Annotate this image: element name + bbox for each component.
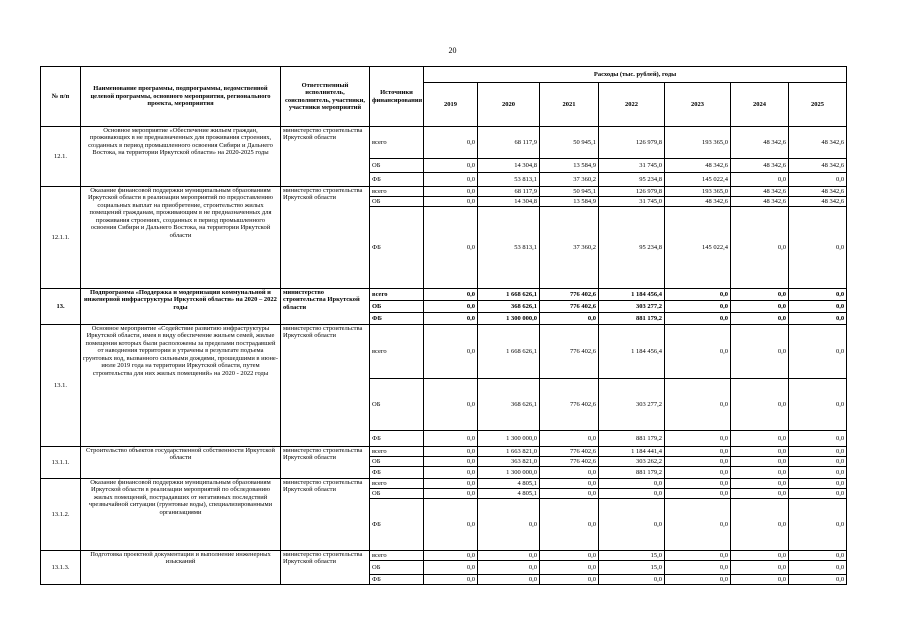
amount-2021: 0,0 xyxy=(540,575,599,585)
amount-2019: 0,0 xyxy=(424,447,478,457)
amount-2021: 776 402,6 xyxy=(540,289,599,301)
amount-2019: 0,0 xyxy=(424,457,478,467)
amount-2022: 881 179,2 xyxy=(599,467,665,479)
amount-2020: 53 813,1 xyxy=(478,173,540,187)
amount-2024: 48 342,6 xyxy=(731,187,789,197)
amount-2022: 31 745,0 xyxy=(599,197,665,207)
amount-2020: 68 117,9 xyxy=(478,127,540,159)
funding-source: всего xyxy=(370,187,424,197)
row-number: 13.1.1. xyxy=(41,447,81,479)
amount-2019: 0,0 xyxy=(424,561,478,575)
amount-2025: 0,0 xyxy=(789,447,847,457)
amount-2024: 48 342,6 xyxy=(731,197,789,207)
amount-2025: 0,0 xyxy=(789,379,847,431)
header-year-2024: 2024 xyxy=(731,83,789,127)
amount-2020: 368 626,1 xyxy=(478,301,540,313)
amount-2023: 48 342,6 xyxy=(665,159,731,173)
amount-2020: 0,0 xyxy=(478,561,540,575)
amount-2025: 0,0 xyxy=(789,207,847,289)
amount-2021: 0,0 xyxy=(540,431,599,447)
amount-2021: 776 402,6 xyxy=(540,325,599,379)
amount-2025: 0,0 xyxy=(789,479,847,489)
amount-2020: 0,0 xyxy=(478,499,540,551)
amount-2021: 37 360,2 xyxy=(540,173,599,187)
amount-2022: 15,0 xyxy=(599,561,665,575)
amount-2023: 0,0 xyxy=(665,313,731,325)
amount-2023: 0,0 xyxy=(665,479,731,489)
amount-2022: 1 184 441,4 xyxy=(599,447,665,457)
amount-2024: 0,0 xyxy=(731,207,789,289)
funding-source: ОБ xyxy=(370,457,424,467)
amount-2019: 0,0 xyxy=(424,575,478,585)
amount-2025: 0,0 xyxy=(789,301,847,313)
header-sources: Источники финансирования xyxy=(370,67,424,127)
amount-2020: 0,0 xyxy=(478,575,540,585)
header-responsible: Ответственный исполнитель, соисполнитель, участники, участники мероприятий xyxy=(281,67,370,127)
funding-source: ОБ xyxy=(370,197,424,207)
amount-2025: 48 342,6 xyxy=(789,187,847,197)
amount-2022: 126 979,8 xyxy=(599,127,665,159)
amount-2020: 4 805,1 xyxy=(478,489,540,499)
amount-2022: 95 234,8 xyxy=(599,207,665,289)
amount-2025: 0,0 xyxy=(789,575,847,585)
funding-source: ФБ xyxy=(370,313,424,325)
header-no: № п/п xyxy=(41,67,81,127)
responsible-executor: министерство строительства Иркутской области xyxy=(281,187,370,289)
amount-2023: 193 365,0 xyxy=(665,187,731,197)
funding-source: ФБ xyxy=(370,575,424,585)
amount-2022: 1 184 456,4 xyxy=(599,289,665,301)
amount-2021: 13 584,9 xyxy=(540,197,599,207)
amount-2019: 0,0 xyxy=(424,551,478,561)
amount-2019: 0,0 xyxy=(424,489,478,499)
amount-2022: 303 262,2 xyxy=(599,457,665,467)
table-row xyxy=(41,479,847,489)
amount-2024: 48 342,6 xyxy=(731,127,789,159)
amount-2020: 68 117,9 xyxy=(478,187,540,197)
amount-2025: 0,0 xyxy=(789,467,847,479)
amount-2023: 0,0 xyxy=(665,431,731,447)
funding-source: ФБ xyxy=(370,207,424,289)
header-year-2025: 2025 xyxy=(789,83,847,127)
amount-2025: 0,0 xyxy=(789,561,847,575)
amount-2025: 0,0 xyxy=(789,173,847,187)
amount-2022: 303 277,2 xyxy=(599,301,665,313)
table-row xyxy=(41,127,847,159)
amount-2025: 48 342,6 xyxy=(789,197,847,207)
amount-2023: 0,0 xyxy=(665,457,731,467)
amount-2024: 48 342,6 xyxy=(731,159,789,173)
amount-2024: 0,0 xyxy=(731,301,789,313)
amount-2020: 1 300 000,0 xyxy=(478,313,540,325)
row-number: 13.1. xyxy=(41,325,81,447)
amount-2019: 0,0 xyxy=(424,499,478,551)
funding-source: всего xyxy=(370,325,424,379)
amount-2021: 0,0 xyxy=(540,467,599,479)
amount-2023: 48 342,6 xyxy=(665,197,731,207)
page-number: 20 xyxy=(448,46,457,55)
amount-2025: 0,0 xyxy=(789,499,847,551)
responsible-executor: министерство строительства Иркутской области xyxy=(281,479,370,551)
amount-2024: 0,0 xyxy=(731,551,789,561)
amount-2023: 0,0 xyxy=(665,379,731,431)
activity-name: Подготовка проектной документации и выполнение инженерных изысканий xyxy=(81,551,281,585)
activity-name: Оказание финансовой поддержки муниципальным образованиям Иркутской области в реализации мероприятий по обследованию жилых помещений, пострадавших от негативных последствий чрезвычайной ситуации (грунтовые воды), специализированными организациями xyxy=(81,479,281,551)
amount-2020: 14 304,8 xyxy=(478,197,540,207)
amount-2021: 0,0 xyxy=(540,551,599,561)
funding-source: всего xyxy=(370,289,424,301)
amount-2020: 1 300 000,0 xyxy=(478,467,540,479)
amount-2021: 37 360,2 xyxy=(540,207,599,289)
responsible-executor: министерство строительства Иркутской области xyxy=(281,447,370,479)
amount-2020: 363 821,0 xyxy=(478,457,540,467)
amount-2021: 50 945,1 xyxy=(540,127,599,159)
funding-source: ФБ xyxy=(370,467,424,479)
row-number: 13. xyxy=(41,289,81,325)
amount-2020: 4 805,1 xyxy=(478,479,540,489)
amount-2023: 0,0 xyxy=(665,551,731,561)
amount-2019: 0,0 xyxy=(424,289,478,301)
amount-2021: 0,0 xyxy=(540,313,599,325)
amount-2024: 0,0 xyxy=(731,173,789,187)
table-row xyxy=(41,289,847,301)
amount-2020: 1 663 821,0 xyxy=(478,447,540,457)
amount-2023: 145 022,4 xyxy=(665,207,731,289)
amount-2019: 0,0 xyxy=(424,479,478,489)
amount-2019: 0,0 xyxy=(424,313,478,325)
amount-2021: 50 945,1 xyxy=(540,187,599,197)
funding-source: ОБ xyxy=(370,379,424,431)
amount-2024: 0,0 xyxy=(731,467,789,479)
funding-source: ФБ xyxy=(370,173,424,187)
amount-2022: 15,0 xyxy=(599,551,665,561)
amount-2023: 145 022,4 xyxy=(665,173,731,187)
activity-name: Подпрограмма «Поддержка и модернизация коммунальной и инженерной инфраструктуры Иркутской области» на 2020 – 2022 годы xyxy=(81,289,281,325)
activity-name: Основное мероприятие «Обеспечение жильем граждан, проживающих в не предназначенных для проживания строениях, созданных в период промышленного освоения Сибири и Дальнего Востока, на территории Иркутской области» на 2020-2025 годы xyxy=(81,127,281,187)
row-number: 13.1.3. xyxy=(41,551,81,585)
amount-2019: 0,0 xyxy=(424,431,478,447)
amount-2025: 0,0 xyxy=(789,457,847,467)
responsible-executor: министерство строительства Иркутской области xyxy=(281,127,370,187)
responsible-executor: министерство строительства Иркутской области xyxy=(281,325,370,447)
financing-table xyxy=(40,66,847,585)
responsible-executor: министерство строительства Иркутской области xyxy=(281,551,370,585)
amount-2023: 0,0 xyxy=(665,467,731,479)
amount-2024: 0,0 xyxy=(731,313,789,325)
amount-2022: 0,0 xyxy=(599,479,665,489)
amount-2019: 0,0 xyxy=(424,197,478,207)
activity-name: Оказание финансовой поддержки муниципальным образованиям Иркутской области в реализации мероприятий по предоставлению социальных выплат на приобретение, строительство жилых помещений гражданам, проживающим в не предназначенных для проживания строениях, созданных в период промышленного освоения Сибири и Дальнего Востока, на территории Иркутской области xyxy=(81,187,281,289)
amount-2024: 0,0 xyxy=(731,447,789,457)
responsible-executor: министерство строительства Иркутской области xyxy=(281,289,370,325)
amount-2019: 0,0 xyxy=(424,301,478,313)
header-expenses: Расходы (тыс. рублей), годы xyxy=(424,67,847,83)
amount-2024: 0,0 xyxy=(731,479,789,489)
row-number: 12.1. xyxy=(41,127,81,187)
funding-source: всего xyxy=(370,551,424,561)
header-name: Наименование программы, подпрограммы, ведомственной целевой программы, основного мероприятия, регионального проекта, мероприятия xyxy=(81,67,281,127)
amount-2024: 0,0 xyxy=(731,379,789,431)
amount-2024: 0,0 xyxy=(731,431,789,447)
table-row xyxy=(41,325,847,379)
amount-2022: 0,0 xyxy=(599,489,665,499)
activity-name: Строительство объектов государственной собственности Иркутской области xyxy=(81,447,281,479)
table-row xyxy=(41,447,847,457)
amount-2020: 1 300 000,0 xyxy=(478,431,540,447)
amount-2023: 0,0 xyxy=(665,489,731,499)
funding-source: ОБ xyxy=(370,561,424,575)
amount-2019: 0,0 xyxy=(424,159,478,173)
amount-2024: 0,0 xyxy=(731,289,789,301)
funding-source: ОБ xyxy=(370,301,424,313)
amount-2021: 13 584,9 xyxy=(540,159,599,173)
amount-2019: 0,0 xyxy=(424,379,478,431)
amount-2024: 0,0 xyxy=(731,561,789,575)
amount-2019: 0,0 xyxy=(424,325,478,379)
amount-2019: 0,0 xyxy=(424,207,478,289)
amount-2021: 0,0 xyxy=(540,489,599,499)
amount-2023: 0,0 xyxy=(665,447,731,457)
amount-2021: 776 402,6 xyxy=(540,457,599,467)
amount-2021: 0,0 xyxy=(540,499,599,551)
header-year-2023: 2023 xyxy=(665,83,731,127)
amount-2025: 48 342,6 xyxy=(789,127,847,159)
amount-2023: 0,0 xyxy=(665,561,731,575)
amount-2025: 0,0 xyxy=(789,431,847,447)
amount-2025: 0,0 xyxy=(789,325,847,379)
table-row xyxy=(41,551,847,561)
amount-2022: 1 184 456,4 xyxy=(599,325,665,379)
funding-source: ФБ xyxy=(370,499,424,551)
row-number: 13.1.2. xyxy=(41,479,81,551)
amount-2020: 0,0 xyxy=(478,551,540,561)
amount-2022: 881 179,2 xyxy=(599,313,665,325)
amount-2025: 48 342,6 xyxy=(789,159,847,173)
amount-2020: 1 668 626,1 xyxy=(478,325,540,379)
amount-2025: 0,0 xyxy=(789,489,847,499)
amount-2020: 368 626,1 xyxy=(478,379,540,431)
amount-2022: 0,0 xyxy=(599,499,665,551)
table-row xyxy=(41,187,847,197)
amount-2025: 0,0 xyxy=(789,313,847,325)
header-year-2019: 2019 xyxy=(424,83,478,127)
amount-2023: 0,0 xyxy=(665,301,731,313)
amount-2021: 0,0 xyxy=(540,561,599,575)
amount-2024: 0,0 xyxy=(731,457,789,467)
amount-2019: 0,0 xyxy=(424,173,478,187)
amount-2025: 0,0 xyxy=(789,289,847,301)
header-year-2020: 2020 xyxy=(478,83,540,127)
amount-2019: 0,0 xyxy=(424,187,478,197)
amount-2020: 1 668 626,1 xyxy=(478,289,540,301)
funding-source: ОБ xyxy=(370,159,424,173)
amount-2022: 126 979,8 xyxy=(599,187,665,197)
header-year-2022: 2022 xyxy=(599,83,665,127)
funding-source: всего xyxy=(370,127,424,159)
amount-2023: 193 365,0 xyxy=(665,127,731,159)
amount-2021: 776 402,6 xyxy=(540,379,599,431)
amount-2023: 0,0 xyxy=(665,325,731,379)
amount-2022: 95 234,8 xyxy=(599,173,665,187)
amount-2021: 776 402,6 xyxy=(540,447,599,457)
funding-source: всего xyxy=(370,479,424,489)
activity-name: Основное мероприятие «Содействие развитию инфраструктуры Иркутской области, имея в виду обеспечение жильем семей, жилые помещения которых были расположены за пределами пострадавшей от наводнения территории и утрачены в результате подъема грунтовых вод, вызванного сильными дождями, прошедшими в июне-июле 2019 года на территории Иркутской области, путем строительства для них жилых помещений» на 2020 - 2022 годы xyxy=(81,325,281,447)
funding-source: всего xyxy=(370,447,424,457)
amount-2024: 0,0 xyxy=(731,575,789,585)
amount-2020: 53 813,1 xyxy=(478,207,540,289)
funding-source: ФБ xyxy=(370,431,424,447)
amount-2021: 0,0 xyxy=(540,479,599,489)
amount-2025: 0,0 xyxy=(789,551,847,561)
amount-2022: 0,0 xyxy=(599,575,665,585)
amount-2024: 0,0 xyxy=(731,325,789,379)
amount-2022: 303 277,2 xyxy=(599,379,665,431)
amount-2022: 31 745,0 xyxy=(599,159,665,173)
amount-2024: 0,0 xyxy=(731,499,789,551)
amount-2024: 0,0 xyxy=(731,489,789,499)
amount-2023: 0,0 xyxy=(665,499,731,551)
amount-2023: 0,0 xyxy=(665,575,731,585)
amount-2021: 776 402,6 xyxy=(540,301,599,313)
amount-2022: 881 179,2 xyxy=(599,431,665,447)
amount-2019: 0,0 xyxy=(424,467,478,479)
row-number: 12.1.1. xyxy=(41,187,81,289)
amount-2023: 0,0 xyxy=(665,289,731,301)
funding-source: ОБ xyxy=(370,489,424,499)
header-year-2021: 2021 xyxy=(540,83,599,127)
amount-2020: 14 304,8 xyxy=(478,159,540,173)
amount-2019: 0,0 xyxy=(424,127,478,159)
